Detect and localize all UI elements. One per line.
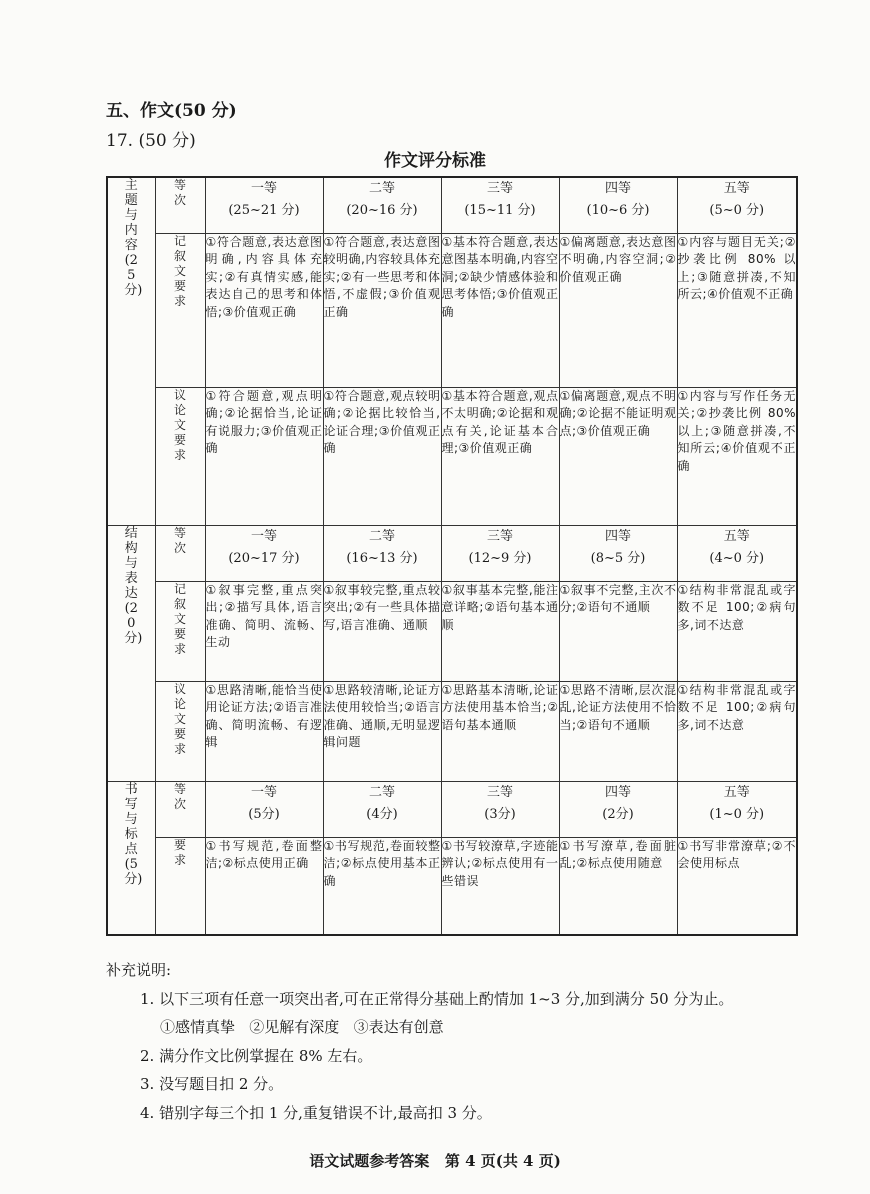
criteria-cell: ①偏离题意,观点不明确;②论据不能证明观点;③价值观正确 xyxy=(559,387,677,525)
grade-cell: 四等 (8~5 分) xyxy=(559,525,677,581)
criteria-cell: ①叙事较完整,重点较突出;②有一些具体描写,语言准确、通顺 xyxy=(323,581,441,681)
criteria-cell: ①叙事不完整,主次不分;②语句不通顺 xyxy=(559,581,677,681)
grade-cell: 三等 (3分) xyxy=(441,781,559,837)
grade-cell: 一等 (20~17 分) xyxy=(205,525,323,581)
grade-cell: 二等 (20~16 分) xyxy=(323,177,441,233)
criteria-cell: ①符合题意,观点较明确;②论据比较恰当,论证合理;③价值观正确 xyxy=(323,387,441,525)
grade-cell: 二等 (16~13 分) xyxy=(323,525,441,581)
supplementary-notes xyxy=(106,956,733,1127)
narrative-label: 记叙文要求 xyxy=(155,233,205,387)
section-heading: 五、作文(50 分) xyxy=(106,101,237,121)
section-label-content: 主题与内容(25分) xyxy=(107,177,155,525)
note-sub-item: ①感情真挚 ②见解有深度 ③表达有创意 xyxy=(160,1018,444,1036)
section-label-writing: 书写与标点(5分) xyxy=(107,781,155,935)
criteria-cell: ①结构非常混乱或字数不足 100;②病句多,词不达意 xyxy=(677,581,797,681)
table-title: 作文评分标准 xyxy=(384,151,486,171)
content-argument-row xyxy=(107,387,797,525)
criteria-cell: ①书写规范,卷面整洁;②标点使用正确 xyxy=(205,837,323,935)
criteria-cell: ①符合题意,表达意图较明确,内容较具体充实;②有一些思考和体悟,不虚假;③价值观正确 xyxy=(323,233,441,387)
grade-row-label: 等次 xyxy=(155,177,205,233)
criteria-cell: ①思路不清晰,层次混乱,论证方法使用不恰当;②语句不通顺 xyxy=(559,681,677,781)
criteria-cell: ①思路较清晰,论证方法使用较恰当;②语言准确、通顺,无明显逻辑问题 xyxy=(323,681,441,781)
grade-cell: 一等 (25~21 分) xyxy=(205,177,323,233)
grade-row-label: 等次 xyxy=(155,781,205,837)
grade-cell: 五等 (4~0 分) xyxy=(677,525,797,581)
criteria-cell: ①书写规范,卷面较整洁;②标点使用基本正确 xyxy=(323,837,441,935)
notes-title: 补充说明: xyxy=(106,961,172,979)
criteria-cell: ①内容与题目无关;②抄袭比例 80% 以上;③随意拼凑,不知所云;④价值观不正确 xyxy=(677,233,797,387)
content-narrative-row xyxy=(107,233,797,387)
criteria-cell: ①书写较潦草,字迹能辨认;②标点使用有一些错误 xyxy=(441,837,559,935)
argument-label: 议论文要求 xyxy=(155,387,205,525)
criteria-cell: ①思路基本清晰,论证方法使用基本恰当;②语句基本通顺 xyxy=(441,681,559,781)
grade-row-label: 等次 xyxy=(155,525,205,581)
grade-cell: 一等 (5分) xyxy=(205,781,323,837)
criteria-cell: ①思路清晰,能恰当使用论证方法;②语言准确、简明流畅、有逻辑 xyxy=(205,681,323,781)
criteria-cell: ①偏离题意,表达意图不明确,内容空洞;②价值观正确 xyxy=(559,233,677,387)
note-item: 3. 没写题目扣 2 分。 xyxy=(140,1075,284,1093)
grade-cell: 三等 (15~11 分) xyxy=(441,177,559,233)
criteria-cell: ①书写潦草,卷面脏乱;②标点使用随意 xyxy=(559,837,677,935)
criteria-cell: ①叙事完整,重点突出;②描写具体,语言准确、简明、流畅、生动 xyxy=(205,581,323,681)
argument-label: 议论文要求 xyxy=(155,681,205,781)
structure-argument-row xyxy=(107,681,797,781)
criteria-cell: ①叙事基本完整,能注意详略;②语句基本通顺 xyxy=(441,581,559,681)
structure-narrative-row xyxy=(107,581,797,681)
section-label-structure: 结构与表达(20分) xyxy=(107,525,155,781)
writing-grade-row xyxy=(107,781,797,837)
grade-cell: 四等 (2分) xyxy=(559,781,677,837)
criteria-cell: ①书写非常潦草;②不会使用标点 xyxy=(677,837,797,935)
criteria-cell: ①基本符合题意,观点不太明确;②论据和观点有关,论证基本合理;③价值观正确 xyxy=(441,387,559,525)
grade-cell: 二等 (4分) xyxy=(323,781,441,837)
criteria-cell: ①内容与写作任务无关;②抄袭比例 80%以上;③随意拼凑,不知所云;④价值观不正确 xyxy=(677,387,797,525)
writing-requirements-row xyxy=(107,837,797,935)
narrative-label: 记叙文要求 xyxy=(155,581,205,681)
note-item: 1. 以下三项有任意一项突出者,可在正常得分基础上酌情加 1~3 分,加到满分 50 分为止。 xyxy=(140,989,734,1008)
content-grade-row xyxy=(107,177,797,233)
note-item: 2. 满分作文比例掌握在 8% 左右。 xyxy=(140,1046,373,1065)
grade-cell: 三等 (12~9 分) xyxy=(441,525,559,581)
question-number: 17. (50 分) xyxy=(106,131,196,151)
grade-cell: 四等 (10~6 分) xyxy=(559,177,677,233)
grade-cell: 五等 (1~0 分) xyxy=(677,781,797,837)
criteria-cell: ①符合题意,表达意图明确,内容具体充实;②有真情实感,能表达自己的思考和体悟;③价值观正确 xyxy=(205,233,323,387)
criteria-cell: ①基本符合题意,表达意图基本明确,内容空洞;②缺少情感体验和思考体悟;③价值观正确 xyxy=(441,233,559,387)
page-footer: 语文试题参考答案 第 4 页(共 4 页) xyxy=(309,1152,561,1170)
criteria-cell: ①符合题意,观点明确;②论据恰当,论证有说服力;③价值观正确 xyxy=(205,387,323,525)
scoring-rubric-table xyxy=(106,176,798,936)
note-item: 4. 错别字每三个扣 1 分,重复错误不计,最高扣 3 分。 xyxy=(140,1103,492,1122)
criteria-cell: ①结构非常混乱或字数不足 100;②病句多,词不达意 xyxy=(677,681,797,781)
grade-cell: 五等 (5~0 分) xyxy=(677,177,797,233)
structure-grade-row xyxy=(107,525,797,581)
requirements-label: 要求 xyxy=(155,837,205,935)
